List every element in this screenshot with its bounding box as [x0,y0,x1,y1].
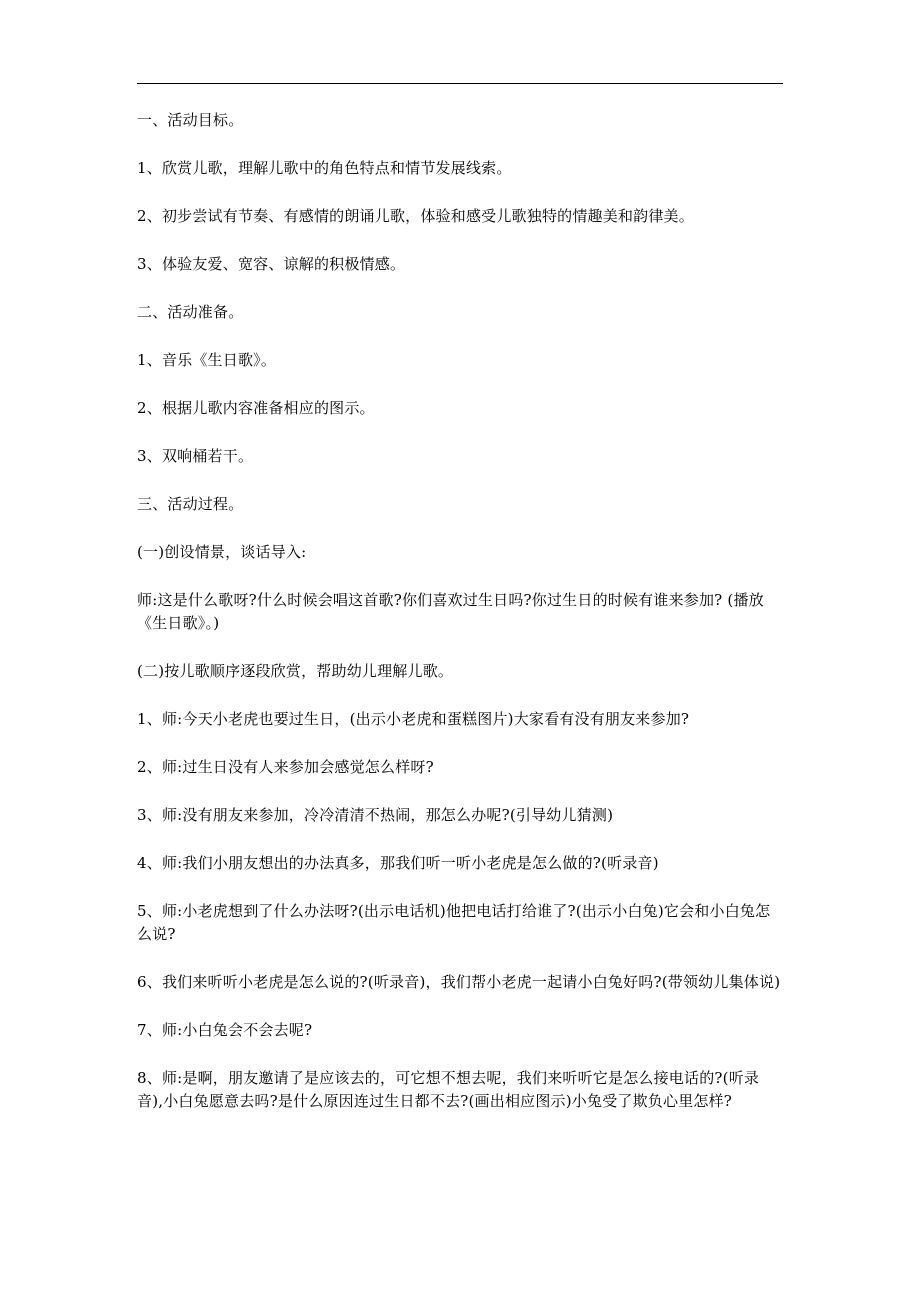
goal-item-1: 1、欣赏儿歌，理解儿歌中的角色特点和情节发展线索。 [137,159,512,177]
section-heading-goals: 一、活动目标。 [137,111,244,129]
process-step-4: 4、师:我们小朋友想出的办法真多，那我们听一听小老虎是怎么做的?(听录音) [137,854,659,872]
process-step-6: 6、我们来听听小老虎是怎么说的?(听录音)，我们帮小老虎一起请小白兔好吗?(带领幼儿集体说) [137,973,781,991]
process-step-3: 3、师:没有朋友来参加，冷冷清清不热闹，那怎么办呢?(引导幼儿猜测) [137,806,614,824]
section-heading-preparation: 二、活动准备。 [137,303,244,321]
process-paragraph-intro: 师:这是什么歌呀?什么时候会唱这首歌?你们喜欢过生日吗?你过生日的时候有谁来参加? (播放《生日歌》。) [137,591,764,632]
document-body [137,109,783,1138]
process-step-2: 2、师:过生日没有人来参加会感觉怎么样呀? [137,758,434,776]
process-step-1: 1、师:今天小老虎也要过生日，(出示小老虎和蛋糕图片)大家看有没有朋友来参加? [137,710,690,728]
header-rule [137,83,783,84]
process-step-7: 7、师:小白兔会不会去呢? [137,1021,313,1039]
goal-item-2: 2、初步尝试有节奏、有感情的朗诵儿歌，体验和感受儿歌独特的情趣美和韵律美。 [137,207,694,225]
subsection-heading-2: (二)按儿歌顺序逐段欣赏，帮助幼儿理解儿歌。 [137,662,454,680]
preparation-item-1: 1、音乐《生日歌》。 [137,351,277,369]
subsection-heading-1: (一)创设情景，谈话导入: [137,543,307,561]
process-step-8: 8、师:是啊，朋友邀请了是应该去的，可它想不想去呢，我们来听听它是怎么接电话的?(听录音),小白兔愿意去吗?是什么原因连过生日都不去?(画出相应图示)小兔受了欺负心里怎样? [137,1069,760,1110]
preparation-item-2: 2、根据儿歌内容准备相应的图示。 [137,399,375,417]
preparation-item-3: 3、双响桶若干。 [137,447,254,465]
goal-item-3: 3、体验友爱、宽容、谅解的积极情感。 [137,255,406,273]
process-step-5: 5、师:小老虎想到了什么办法呀?(出示电话机)他把电话打给谁了?(出示小白兔)它会和小白兔怎么说? [137,902,771,943]
section-heading-process: 三、活动过程。 [137,495,244,513]
